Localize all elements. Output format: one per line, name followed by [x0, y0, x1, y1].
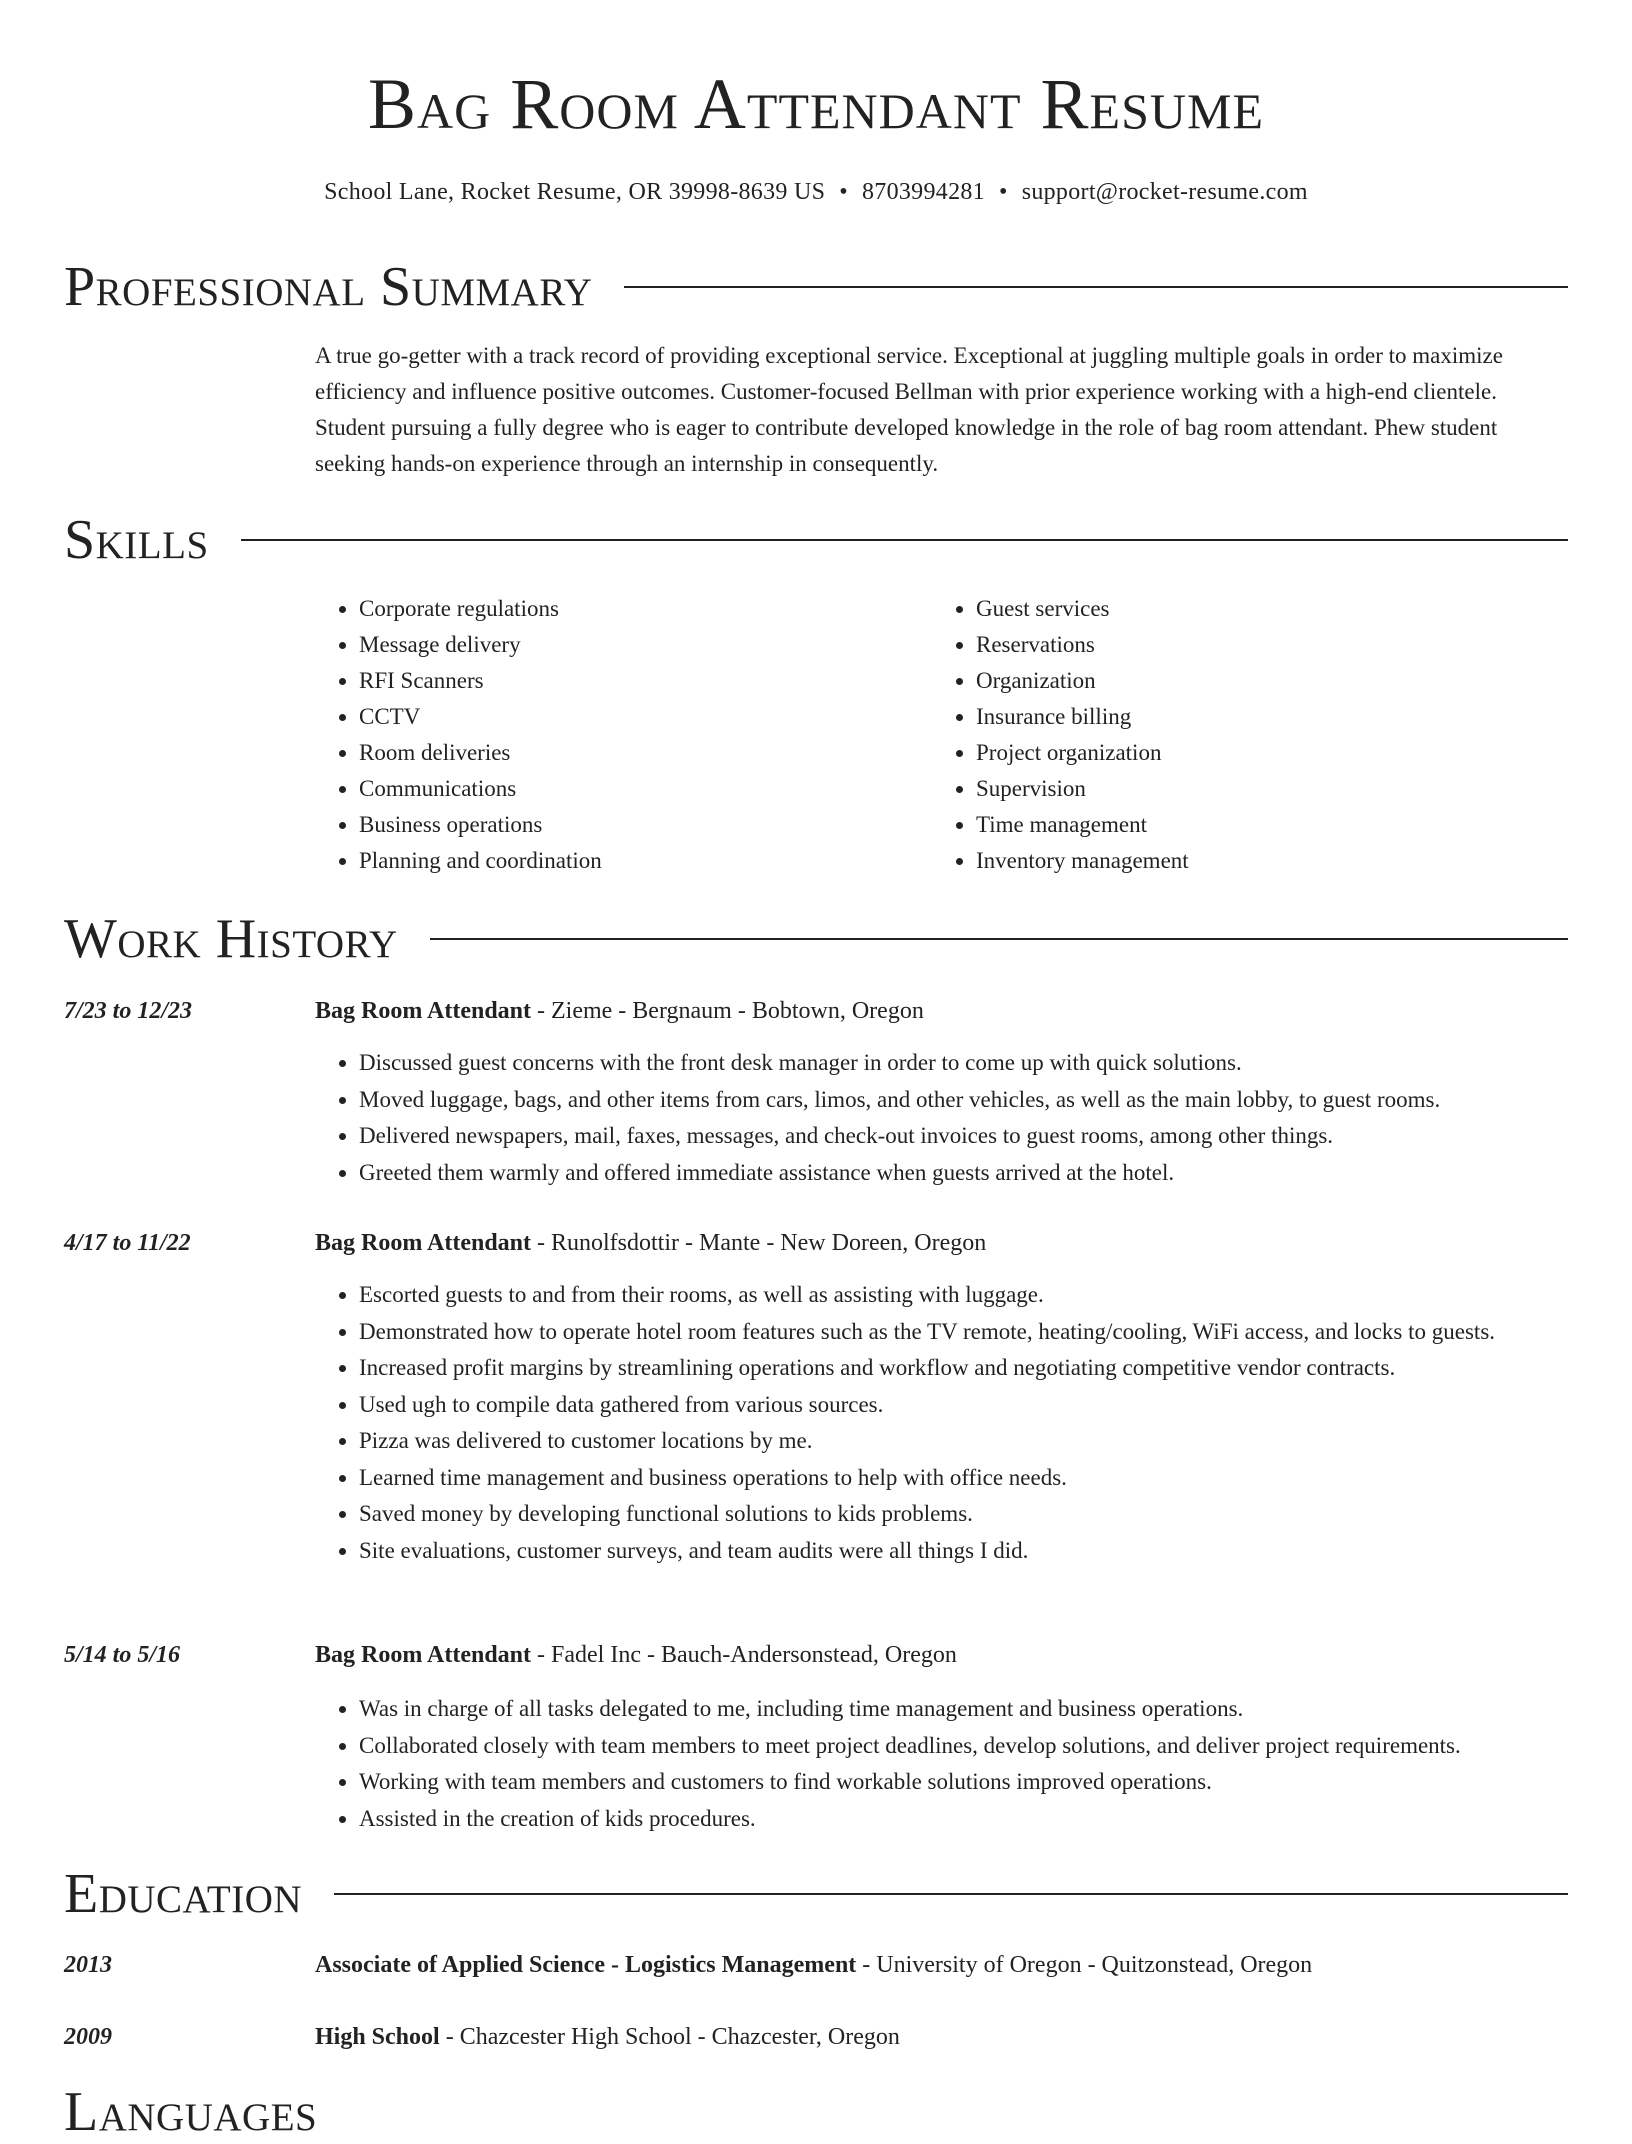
contact-email[interactable]: support@rocket-resume.com	[1021, 179, 1308, 205]
section-title-work: Work History	[64, 908, 398, 970]
job-bullet: • Assisted in the creation of kids procedures.	[359, 1801, 1585, 1838]
contact-separator: •	[839, 179, 848, 205]
education-details: - University of Oregon - Quitzonstead, Oregon	[856, 1952, 1313, 1978]
job-bullet: • Demonstrated how to operate hotel room features such as the TV remote, heating/cooling, WiFi access, and locks to guests.	[359, 1314, 1585, 1351]
job-bullet: • Discussed guest concerns with the front desk manager in order to come up with quick solutions.	[359, 1045, 1585, 1082]
job-role: Bag Room Attendant	[315, 1230, 532, 1256]
section-title-languages: Languages	[64, 2081, 318, 2143]
job-bullet-list	[315, 1045, 1585, 1191]
job-bullet: • Pizza was delivered to customer locations by me.	[359, 1423, 1585, 1460]
job-bullet: • Was in charge of all tasks delegated to me, including time management and business operations.	[359, 1691, 1585, 1728]
job-bullet-list	[315, 1691, 1585, 1837]
skill-item: • Planning and coordination	[359, 843, 602, 879]
education-degree: Associate of Applied Science - Logistics Management	[315, 1952, 857, 1978]
job-bullet: • Escorted guests to and from their rooms, as well as assisting with luggage.	[359, 1277, 1585, 1314]
skill-item: • Time management	[976, 807, 1189, 843]
contact-phone: 8703994281	[861, 179, 985, 205]
skill-item: • Message delivery	[359, 627, 602, 663]
job-bullet: • Learned time management and business operations to help with office needs.	[359, 1460, 1585, 1497]
contact-separator: •	[998, 179, 1008, 205]
skill-item: • CCTV	[359, 699, 602, 735]
languages-section-header	[64, 2080, 1568, 2144]
skill-item: • Corporate regulations	[359, 591, 602, 627]
skill-item: • Business operations	[359, 807, 602, 843]
section-divider	[334, 1893, 1568, 1895]
job-dates: 7/23 to 12/23	[64, 998, 193, 1024]
job-bullet: • Greeted them warmly and offered immediate assistance when guests arrived at the hotel.	[359, 1155, 1585, 1192]
contact-address: School Lane, Rocket Resume, OR 39998-8639 US	[324, 179, 826, 205]
job-role: Bag Room Attendant	[315, 998, 532, 1024]
section-divider	[624, 286, 1568, 288]
skill-item: • Inventory management	[976, 843, 1189, 879]
section-title-skills: Skills	[64, 509, 209, 571]
summary-text: A true go-getter with a track record of providing exceptional service. Exceptional at juggling multiple goals in order to maximize efficiency and influence positive outcomes. Customer-focused Bellman with prior experience working with a high-end clientele. Student pursuing a fully degree who is eager to contribute developed knowledge in the role of bag room attendant. Phew student seeking hands-on experience through an internship in consequently.	[315, 343, 1503, 476]
skill-item: • Room deliveries	[359, 735, 602, 771]
job-details: - Zieme - Bergnaum - Bobtown, Oregon	[531, 998, 924, 1024]
skill-item: • Insurance billing	[976, 699, 1189, 735]
education-entry	[315, 2019, 900, 2055]
skills-column-left	[315, 591, 602, 879]
job-bullet-list	[315, 1277, 1585, 1569]
job-bullet: • Moved luggage, bags, and other items from cars, limos, and other vehicles, as well as the main lobby, to guest rooms.	[359, 1082, 1585, 1119]
job-bullet: • Used ugh to compile data gathered from various sources.	[359, 1387, 1585, 1424]
skill-item: • Guest services	[976, 591, 1189, 627]
education-details: - Chazcester High School - Chazcester, Oregon	[439, 2024, 900, 2050]
job-heading	[315, 993, 924, 1029]
job-dates: 4/17 to 11/22	[64, 1230, 191, 1256]
skills-column-right	[932, 591, 1189, 879]
skill-item: • Project organization	[976, 735, 1189, 771]
skill-item: • Communications	[359, 771, 602, 807]
education-year: 2009	[64, 2024, 112, 2050]
resume-title: Bag Room Attendant Resume	[367, 64, 1265, 144]
job-heading	[315, 1225, 986, 1261]
job-heading	[315, 1637, 957, 1673]
job-role: Bag Room Attendant	[315, 1642, 532, 1668]
education-entry	[315, 1947, 1312, 1983]
education-degree: High School	[315, 2024, 440, 2050]
job-bullet: • Collaborated closely with team members to meet project deadlines, develop solutions, and deliver project requirements.	[359, 1728, 1585, 1765]
job-bullet: • Site evaluations, customer surveys, and team audits were all things I did.	[359, 1533, 1585, 1570]
job-bullet: • Delivered newspapers, mail, faxes, messages, and check-out invoices to guest rooms, among other things.	[359, 1118, 1585, 1155]
job-bullet: • Increased profit margins by streamlining operations and workflow and negotiating competitive vendor contracts.	[359, 1350, 1585, 1387]
summary-section-header	[64, 255, 1568, 319]
skill-item: • Reservations	[976, 627, 1189, 663]
education-section-header	[64, 1862, 1568, 1926]
skills-section-header	[64, 508, 1568, 572]
skill-item: • Supervision	[976, 771, 1189, 807]
job-details: - Runolfsdottir - Mante - New Doreen, Oregon	[531, 1230, 987, 1256]
job-bullet: • Working with team members and customers to find workable solutions improved operations.	[359, 1764, 1585, 1801]
education-year: 2013	[64, 1952, 112, 1978]
skill-item: • RFI Scanners	[359, 663, 602, 699]
job-bullet: • Saved money by developing functional solutions to kids problems.	[359, 1496, 1585, 1533]
job-dates: 5/14 to 5/16	[64, 1642, 181, 1668]
contact-line	[0, 174, 1632, 210]
section-divider	[241, 539, 1568, 541]
section-title-summary: Professional Summary	[64, 256, 593, 318]
section-title-education: Education	[64, 1863, 303, 1925]
section-divider	[430, 938, 1568, 940]
work-section-header	[64, 907, 1568, 971]
skill-item: • Organization	[976, 663, 1189, 699]
job-details: - Fadel Inc - Bauch-Andersonstead, Oregon	[531, 1642, 957, 1668]
